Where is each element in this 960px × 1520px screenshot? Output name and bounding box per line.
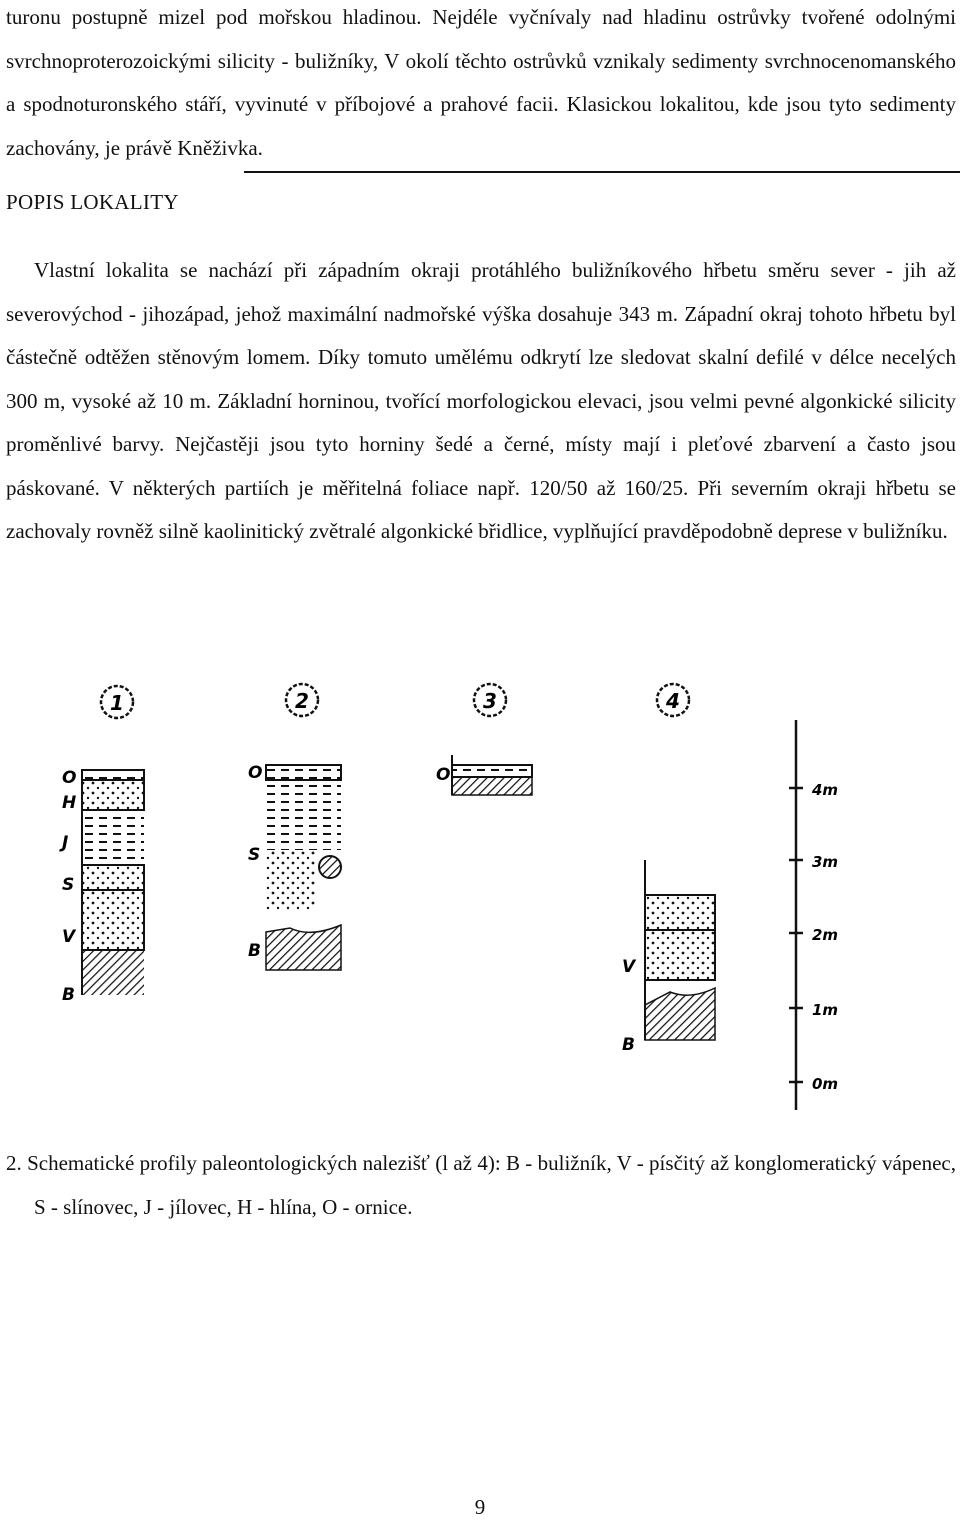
intro-paragraph: turonu postupně mizel pod mořskou hladinou. Nejdéle vyčnívaly nad hladinu ostrůvky tvořené odolnými svrchnoproterozoickými silicity - buližníky, V okolí těchto ostrůvků vznikaly sedimenty svrchnocenomanského a spodnoturonského stáří, vyvinuté v příbojové a prahové facii. Klasickou lokalitou, kde jsou tyto sedimenty zachovány, je právě Kněživka. (6, 5, 956, 160)
profile-1 (59, 686, 144, 1005)
schematic-profiles-figure (0, 670, 960, 1120)
figure-caption: 2. Schematické profily paleontologických nalezišť (l až 4): B - buližník, V - písčitý až konglomeratický vápenec, S - slínovec, J - jílovec, H - hlína, O - ornice. (6, 1151, 956, 1219)
profile-2-label-b: B (248, 941, 261, 961)
profile-1-label-b: B (62, 985, 75, 1005)
profile-1-label-v: V (62, 927, 76, 947)
scale-label-1m: 1m (812, 1001, 839, 1019)
profile-3-number: 3 (483, 689, 497, 713)
profile-2-number: 2 (295, 689, 309, 713)
profile-1-label-j: J (62, 833, 69, 853)
profile-2-label-s: S (248, 845, 261, 865)
scale-label-3m: 3m (812, 853, 839, 871)
scale-label-2m: 2m (812, 926, 839, 944)
scale-label-4m: 4m (812, 781, 839, 799)
profile-1-label-o: O (62, 768, 77, 788)
profile-2 (248, 684, 341, 970)
profile-3-label-o: O (436, 765, 451, 785)
page-number: 9 (474, 1495, 486, 1519)
profile-2-label-o: O (248, 763, 263, 783)
section-heading: POPIS LOKALITY (6, 190, 179, 214)
profile-3 (436, 684, 532, 795)
profile-4-label-b: B (622, 1035, 635, 1055)
profile-1-label-h: H (62, 793, 77, 813)
scale-label-0m: 0m (812, 1075, 839, 1093)
profile-4-label-v: V (622, 957, 636, 977)
profile-4 (622, 684, 715, 1055)
depth-scale (789, 720, 838, 1110)
locality-description: Vlastní lokalita se nachází při západním okraji protáhlého buližníkového hřbetu směru sever - jih až severovýchod - jihozápad, jehož maximální nadmořské výška dosahuje 343 m. Západní okraj tohoto hřbetu byl částečně odtěžen stěnovým lomem. Díky tomuto umělému odkrytí lze sledovat skalní defilé v délce necelých 300 m, vysoké až 10 m. Základní horninou, tvořící morfologickou elevaci, jsou velmi pevné algonkické silicity proměnlivé barvy. Nejčastěji jsou tyto horniny šedé a černé, místy mají i pleťové zbarvení a často jsou páskované. V některých partiích je měřitelná foliace např. 120/50 až 160/25. Při severním okraji hřbetu se zachovaly rovněž silně kaolinitický zvětralé algonkické břidlice, vyplňující pravděpodobně deprese v buližníku. (6, 258, 956, 543)
section-divider (244, 171, 960, 173)
profile-4-number: 4 (666, 689, 680, 713)
profile-1-label-s: S (62, 875, 75, 895)
profile-1-number: 1 (110, 691, 124, 715)
